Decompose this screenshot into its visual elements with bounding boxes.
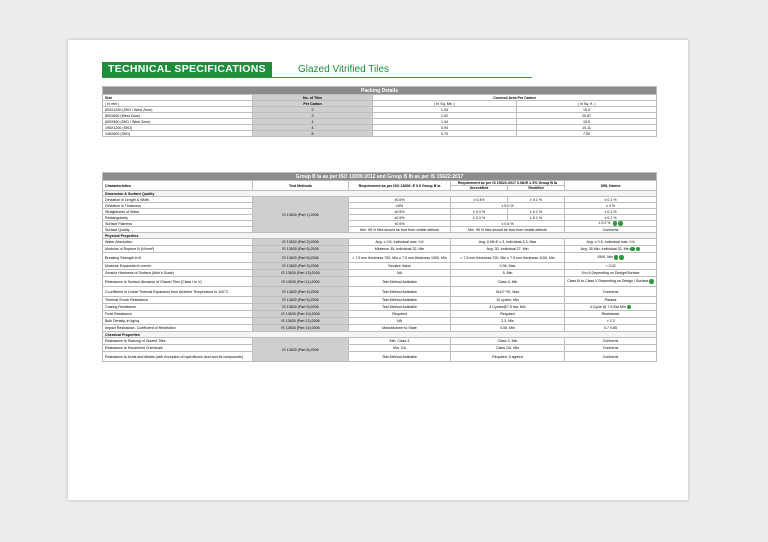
cell: Frost Resistance (105, 312, 132, 316)
cell: Avg. ≤ 0.5, Individual max. 0.6 (586, 240, 635, 244)
cell: 0.7 0.85 (604, 326, 618, 330)
cell: IS 13630 (Part 14):2006 (281, 326, 320, 330)
cell: ± 0.1 % (508, 197, 565, 203)
cell: Class GA, Min (451, 345, 565, 352)
cell: IS 13630 (Part 10):2006 (281, 312, 320, 316)
cell: Avg. 35 Min, Individual 32, Min (580, 246, 630, 251)
cell: Avg. 0.08<E ≤ 3, Individual 3.3, Max (478, 240, 537, 244)
cell: Deviation in Thickness (103, 203, 253, 209)
cell: 2.3, Min (501, 319, 514, 323)
cell: Required (500, 312, 515, 316)
table-row (103, 253, 657, 263)
spec-sheet (68, 40, 688, 500)
cell: IS 13630 (Part 2):2006 (282, 240, 319, 244)
green-dot-icon (614, 255, 619, 260)
table-row (103, 304, 657, 311)
cell: Deviation in Length & Width (103, 197, 253, 203)
cell: Passes (604, 298, 617, 302)
cell: Crazing Resistance (105, 305, 137, 309)
cell: > 2.3 (606, 319, 615, 323)
cell: ± 0.3 % (451, 215, 508, 221)
cell: Bulk Density, in kg/sq (105, 319, 140, 323)
cell: IS 13630 (Part 9):2006 (282, 305, 319, 309)
char-header: Characteristics (103, 181, 253, 191)
cell: Resistance (601, 312, 620, 316)
cell: Minimum 35, Individual 32, Min (374, 247, 425, 251)
cell: Scratch Hardness of Surface (Moh's Scale) (105, 271, 174, 275)
cell: 15.5 (517, 119, 657, 125)
cell: Test Method Available (382, 298, 417, 302)
section-physical: Physical Properties (103, 233, 657, 239)
cell: < 0.02 (605, 264, 616, 268)
cell: 10.11 (517, 125, 657, 131)
cell: 600X600 (SKD / West Zone) (103, 119, 253, 125)
green-dot-icon (630, 247, 635, 252)
cell: 195X1200 (SKD) (103, 125, 253, 131)
physical-rows (103, 239, 657, 332)
cell: Class III to Class V Depending on Design / Surface (567, 279, 649, 284)
cell: Avg. ≤ 0.5, Individual max. 0.6 (375, 240, 424, 244)
cell: 8 (253, 131, 373, 137)
cell: 0.94 (373, 125, 517, 131)
cell: 4 (253, 125, 373, 131)
cell: 15.5 (517, 107, 657, 113)
cell: Impact Resistance- Coefficient of Restitution (105, 326, 176, 330)
cell: ± 5.0 % (451, 203, 565, 209)
cell: Conforms (602, 289, 619, 294)
cell: Rectangularity (103, 215, 253, 221)
packing-size-header: Size (103, 95, 253, 101)
packing-table (102, 86, 657, 137)
unrectified-header: Unrectified (451, 186, 508, 191)
cell: Surface Flatness (103, 221, 253, 227)
table-row (103, 239, 657, 246)
cell: IS 13630 (Part 6):2006 (282, 255, 319, 260)
spec-band: Group B Ia as per ISO 13006:2012 and Group B Ib as per IS 15622:2017 (103, 173, 657, 181)
cell: Test Method Available (382, 305, 417, 309)
cell: 0.70 (373, 131, 517, 137)
table-row (103, 297, 657, 304)
packing-tiles-sub: Per Carton (253, 101, 373, 107)
cell: IS 13630 (Part 3):2006 (282, 264, 319, 268)
cell: Test Method Available (382, 289, 417, 294)
cell: ±0.5% (349, 215, 451, 221)
green-dot-icon (613, 221, 618, 226)
test-method-chemical: IS 13630 (Part 8):2006 (253, 338, 349, 362)
green-dot-icon (619, 255, 624, 260)
packing-tiles-header: No. of Tiles (253, 95, 373, 101)
cell: 1.44 (373, 107, 517, 113)
cell: Conforms (565, 338, 657, 345)
cell: ± 0.3 % (451, 209, 508, 215)
cell: Avg. 30, Individual 27, Min (486, 247, 529, 251)
cell: 5, Min (502, 271, 513, 275)
cell: Class II, Min (497, 279, 518, 284)
cell: Resistance to Staining of Glazed Tiles (103, 338, 253, 345)
cell: Conforms (565, 352, 657, 362)
cell: Manufacturer to State (382, 326, 417, 330)
page-subtitle: Glazed Vitrified Tiles (298, 64, 389, 75)
table-row (103, 287, 657, 297)
cell: 145X600 (SKD) (103, 131, 253, 137)
cell: 4 (253, 119, 373, 125)
cell: 5 to 6 Depending on Design/Surface (581, 271, 640, 275)
section-dimension: Dimension & Surface Quality (103, 191, 657, 197)
table-row (103, 325, 657, 332)
iso-header: Requirement as per ISO 13006: E 0.5 Group B Ia (349, 181, 451, 191)
cell: ±0.5% (349, 221, 451, 227)
green-dot-icon (618, 221, 623, 226)
table-row (103, 131, 657, 137)
cell: 1.44 (373, 119, 517, 125)
table-row (103, 338, 657, 345)
table-row (103, 345, 657, 352)
green-dot-icon (636, 247, 641, 252)
cell: Min. 95 % tiles should be free from visible defects (349, 227, 451, 233)
packing-size-unit: ( In mm ) (103, 101, 253, 107)
green-dot-icon (627, 305, 632, 310)
cell: Breaking Strength in N (105, 255, 142, 260)
cell: ± 4 % (565, 203, 657, 209)
title-bar (102, 62, 532, 78)
cell: ± 0.4% (451, 197, 508, 203)
cell: 7.50 (517, 131, 657, 137)
rectified-header: Rectified (508, 186, 565, 191)
cell: Co-efficient of Linear Thermal Expansion from Ambient Temperature to 100°C (105, 289, 229, 294)
cell: 9x10⁻⁶/K, Max (495, 289, 520, 294)
cell: ± 0.1 % (565, 209, 657, 215)
cell: 3 (253, 113, 373, 119)
cell: Min. Class 3 (349, 338, 451, 345)
cell: Moisture Expansion in mm/m (105, 264, 152, 268)
cell: NA (397, 319, 402, 323)
table-row (103, 246, 657, 253)
cell: IS 13630 (Part 12):2006 (281, 319, 320, 323)
cell: Surface Quality (103, 227, 253, 233)
cell: Test Method Available (349, 352, 451, 362)
table-row (103, 277, 657, 287)
cell: < 7.5 mm thickness 700, Min ≥ 7.5 mm thickness 1300, Min (352, 255, 447, 260)
is-header: Requirement as per IS 15622:2017 0.08<E ≤ 3% Group B Ib (451, 181, 565, 186)
green-dot-icon (649, 279, 654, 284)
cell: 0.55, Min (500, 326, 515, 330)
cell: < 7.5 mm thickness 700, Min ≥ 7.5 mm thickness 1100, Min (460, 255, 555, 260)
orl-header: ORL Norms (565, 181, 657, 191)
cell: Conforms (565, 345, 657, 352)
cell: Class 3, Min (451, 338, 565, 345)
cell: 4 Cycles@7.5 bar, Min (489, 305, 526, 309)
table-row (103, 263, 657, 270)
cell: Water Absorption (105, 240, 133, 244)
cell: Conforms (565, 227, 657, 233)
cell: 2 (253, 107, 373, 113)
cell: Required, if agreed (451, 352, 565, 362)
cell: 600X1200 (SKD / West Zone) (103, 107, 253, 113)
cell: Min. GA (349, 345, 451, 352)
packing-area-header: Covered Area Per Carton (373, 95, 657, 101)
table-row (103, 318, 657, 325)
cell: 1500, Min (597, 255, 613, 260)
cell: NA (397, 271, 402, 275)
cell: 1.92 (373, 113, 517, 119)
cell: ±5% (349, 203, 451, 209)
cell: 10 cycles, Min (496, 298, 519, 302)
cell: 0.06, Max (499, 264, 516, 268)
cell: Resistance to Household Chemicals (103, 345, 253, 352)
cell: ± 0.1 % (565, 197, 657, 203)
cell: 800X800 (West Zone) (103, 113, 253, 119)
packing-sqft-header: ( In Sq. ft. ) (517, 101, 657, 107)
cell: Test Method Available (382, 279, 417, 284)
table-row (103, 311, 657, 318)
section-chemical: Chemical Properties (103, 332, 657, 338)
cell: IS 13630 (Part 5):2006 (282, 298, 319, 302)
cell: ± 0.1 % (508, 215, 565, 221)
page-title: TECHNICAL SPECIFICATIONS (102, 62, 272, 77)
cell: Required (392, 312, 407, 316)
spec-table (102, 172, 657, 362)
cell: ±0.6% (349, 197, 451, 203)
cell: Min. 95 % tiles should be free from visible defects (451, 227, 565, 233)
cell: ± 0.1 % (565, 215, 657, 221)
cell: 20.67 (517, 113, 657, 119)
cell: ±0.5% (349, 209, 451, 215)
cell: 4 Cycle @ 7.5 Bar Min (589, 304, 626, 309)
cell: Declare Value (388, 264, 411, 268)
packing-sqm-header: ( In Sq. Mtr. ) (373, 101, 517, 107)
cell: Thermal Shock Resistance (105, 298, 148, 302)
cell: ± 0.2 % (598, 221, 611, 226)
table-row (103, 270, 657, 277)
table-row (103, 352, 657, 362)
cell: Modulus of Rupture N (N/mm²) (105, 247, 155, 251)
cell: ± 0.1 % (508, 209, 565, 215)
test-method-dimension: IS 13630 (Part 1):2006 (253, 197, 349, 233)
cell: IS 13630 (Part 6):2006 (282, 247, 319, 251)
cell: IS 13630 (Part 11):2006 (281, 279, 320, 284)
cell: IS 13630 (Part 4):2006 (282, 289, 319, 294)
cell: IS 13630 (Part 13):2006 (281, 271, 320, 275)
cell: Resistance to Acids and Alkalis (with exception of hydrofluoric acid and its compounds) (103, 352, 253, 362)
cell: Resistance to Surface Abrasion of Glazed Tiles (Class I to V) (105, 279, 202, 284)
cell: ± 0.5 % (451, 221, 565, 227)
cell: Straightness of Sides (103, 209, 253, 215)
packing-band: Packing Details (103, 87, 657, 95)
test-header: Test Methods (253, 181, 349, 191)
